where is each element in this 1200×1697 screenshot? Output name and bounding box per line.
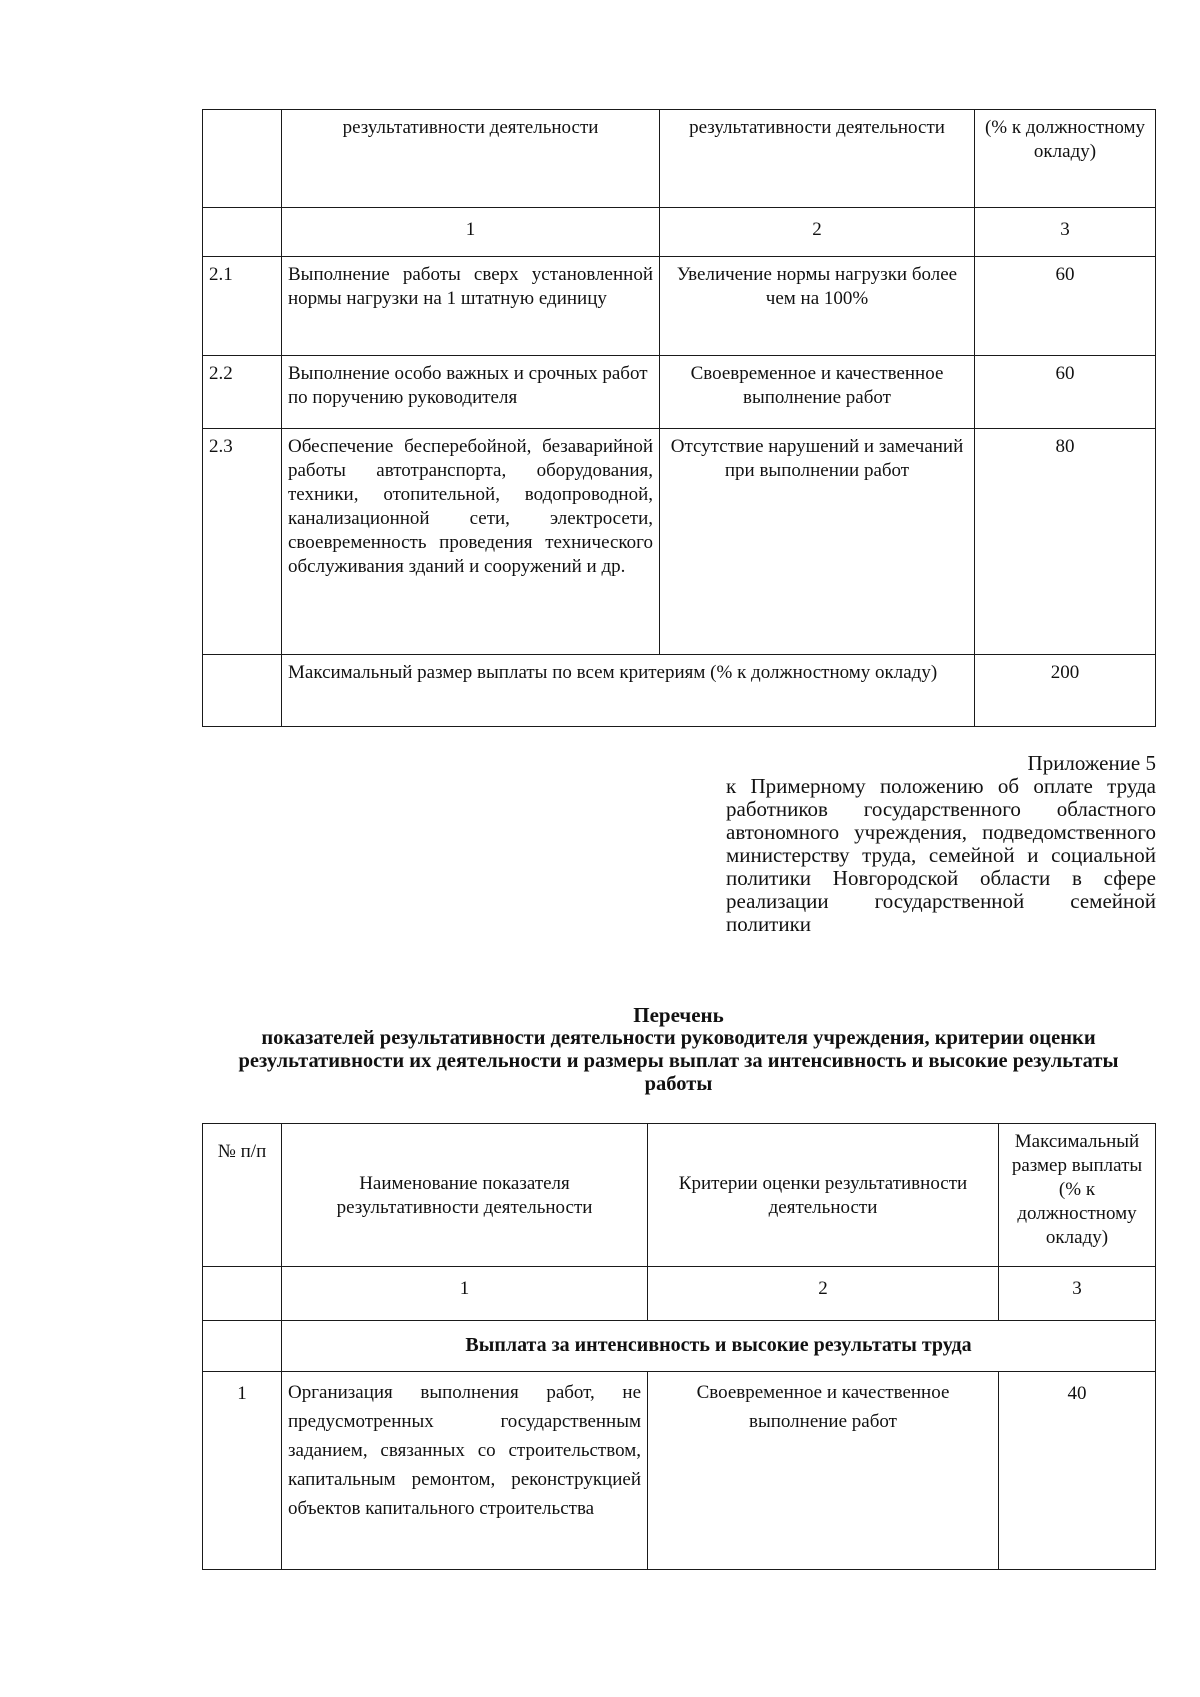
- row-number: 2.1: [203, 257, 282, 356]
- header-cell-criteria: Критерии оценки результативности деятельности: [648, 1124, 999, 1267]
- table-row: [203, 429, 1156, 655]
- column-number-cell: 2: [648, 1267, 999, 1321]
- table-row: [203, 257, 1156, 356]
- row-number: 2.3: [203, 429, 282, 655]
- indicator-cell: Выполнение работы сверх установленной нормы нагрузки на 1 штатную единицу: [282, 257, 660, 356]
- max-total-label: Максимальный размер выплаты по всем критериям (% к должностному окладу): [282, 655, 975, 727]
- row-number: 1: [203, 1372, 282, 1570]
- table-header-row: [203, 110, 1156, 208]
- empty-cell: [203, 1321, 282, 1372]
- column-number-cell: 1: [282, 1267, 648, 1321]
- max-total-value: 200: [975, 655, 1156, 727]
- annex-heading: Приложение 5: [1027, 751, 1156, 775]
- table-continuation: [202, 109, 1156, 727]
- criteria-cell: Своевременное и качественное выполнение работ: [660, 356, 975, 429]
- section-title: Выплата за интенсивность и высокие результаты труда: [282, 1321, 1156, 1372]
- column-number-cell: 3: [975, 208, 1156, 257]
- indicator-cell: Организация выполнения работ, не предусмотренных государственным заданием, связанных со строительством, капитальным ремонтом, реконструкцией объектов капитального строительства: [282, 1372, 648, 1570]
- row-number: 2.2: [203, 356, 282, 429]
- criteria-cell: Увеличение нормы нагрузки более чем на 100%: [660, 257, 975, 356]
- column-number-cell: [203, 1267, 282, 1321]
- table-row: [203, 356, 1156, 429]
- document-title: [202, 1004, 1155, 1096]
- column-number-row: [203, 1267, 1156, 1321]
- indicator-cell: Выполнение особо важных и срочных работ по поручению руководителя: [282, 356, 660, 429]
- header-cell-num: [203, 110, 282, 208]
- column-number-cell: 1: [282, 208, 660, 257]
- value-cell: 40: [999, 1372, 1156, 1570]
- annex-reference: [726, 752, 1156, 936]
- header-cell-indicator: Наименование показателя результативности деятельности: [282, 1124, 648, 1267]
- column-number-cell: [203, 208, 282, 257]
- value-cell: 60: [975, 356, 1156, 429]
- indicators-table: [202, 1123, 1156, 1570]
- table-header-row: [203, 1124, 1156, 1267]
- title-line: Перечень: [633, 1003, 724, 1027]
- value-cell: 60: [975, 257, 1156, 356]
- value-cell: 80: [975, 429, 1156, 655]
- column-number-cell: 2: [660, 208, 975, 257]
- criteria-cell: Отсутствие нарушений и замечаний при выполнении работ: [660, 429, 975, 655]
- max-total-row: [203, 655, 1156, 727]
- column-number-cell: 3: [999, 1267, 1156, 1321]
- header-cell-criteria: результативности деятельности: [660, 110, 975, 208]
- title-subtitle: показателей результативности деятельности руководителя учреждения, критерии оценки результативности их деятельности и размеры выплат за интенсивность и высокие результаты работы: [238, 1027, 1119, 1095]
- header-cell-indicator: результативности деятельности: [282, 110, 660, 208]
- header-cell-num: № п/п: [203, 1124, 282, 1267]
- table-row: [203, 1372, 1156, 1570]
- indicator-cell: Обеспечение бесперебойной, безаварийной работы автотранспорта, оборудования, техники, отопительной, водопроводной, канализационной сети, электросети, своевременность проведения технического обслуживания зданий и сооружений и др.: [282, 429, 660, 655]
- header-cell-value: Максимальный размер выплаты (% к должностному окладу): [999, 1124, 1156, 1267]
- annex-text: к Примерному положению об оплате труда работников государственного областного автономного учреждения, подведомственного министерству труда, семейной и социальной политики Новгородской области в сфере реализации государственной семейной политики: [726, 774, 1156, 936]
- section-row: [203, 1321, 1156, 1372]
- header-cell-value: (% к должностному окладу): [975, 110, 1156, 208]
- criteria-cell: Своевременное и качественное выполнение работ: [648, 1372, 999, 1570]
- empty-cell: [203, 655, 282, 727]
- column-number-row: [203, 208, 1156, 257]
